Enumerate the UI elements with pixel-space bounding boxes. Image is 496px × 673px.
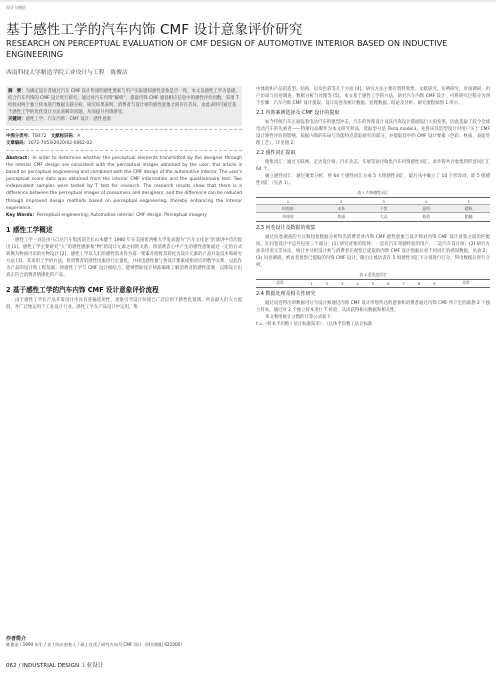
table-cell: 大众 (362, 213, 405, 221)
doc-value: A (77, 134, 81, 139)
table-cell: 9 (427, 279, 442, 288)
table-cell: 精致 (447, 205, 490, 213)
table-cell: 低档 (405, 213, 448, 221)
section-2-2-paragraph-1: 收集词汇：通过互联网、走访设计师、汽车杂志、车展等途径收集汽车内饰感性词汇，求步得共计收集到形容词汇汇 64 个。 (256, 160, 490, 172)
table-cell: 粗糙 (447, 213, 490, 221)
abstract-label: 摘 要： (8, 89, 26, 94)
section-2-3-heading: 2.3 问卷设计及数据的收集 (256, 224, 316, 231)
table-row (256, 213, 490, 221)
table-2-caption: 表 2 意见度回定 (359, 271, 387, 277)
meta-article (6, 140, 242, 147)
section-2-4-paragraph-1: 通过问卷得出的数据可分为设计师通过内饰 CMF 设计所想传达的意象和消费者通过内饰 CMF 所产生的联想 2 个独立样本。通过对 2 个独立样本进行 T 检验，从而获得相关数据和相关性。 (256, 301, 490, 314)
table-1-caption: 表 1 内饰感性词汇 (357, 190, 389, 195)
table-row (256, 198, 490, 205)
table-cell: 1 (304, 279, 319, 288)
abstract-cn (6, 86, 242, 126)
section-1-heading: 1 感性工学概述 (6, 225, 53, 234)
abstract-en (6, 155, 242, 219)
table-cell: 6 (381, 279, 396, 288)
divider (6, 129, 242, 130)
table-2 (256, 279, 490, 289)
section-2-1-paragraph: 如今传统汽车正面临着电动汽车的强烈冲击，汽车的外饰设计及其内饰设计都面临巨大的变革，因此选取了较今全球电动汽车的先驱者——特斯拉品牌作为本文研究样品，选取型号是 Tesla model3。先将该其造型设计对用户关于 CMF 设计感性评价的影响，依据内饰的布局与功能特点选取研究的部分，并提取其中的 CMF 设计要素（色彩、材质、表面处理工艺），详见图 2。 (256, 120, 490, 146)
section-2-4-paragraph-2: 本文利用统计分数的计算公式如下： (265, 315, 336, 321)
section-2-4-formula: t =（样本平均数 / 估计标准误差）：（总体平均数 / 估计标准 (256, 322, 373, 328)
table-cell: 3 (362, 198, 405, 205)
section-2-2-paragraph-2: 确立感性词汇：通过聚类分析，将 64 个感性词汇分成 5 大组感性词汇，最后从中确立了 10 个形容词，即 5 组感性词汇（见表 1）。 (256, 174, 490, 186)
table-cell: 2 (320, 198, 363, 205)
abstract-en-text: In order to determine whether the perceptual elements transmitted by the designer through the interior CMF design are consistent with the perceptual images obtained by the user, this article is based on perceptual engineering and combined with the CMF design of the automotive interior. The user's perceptual score data was obtained from the interior CMF information and the questionnaire test. Two independent samples were tested by T test for research. The research results show that there is a difference between the perceptual images of consumers and designers, and the difference can be reduced through improved design methods based on perceptual engineering, thereby enhancing the interior experience. (6, 156, 242, 211)
table-cell: 3 (335, 279, 350, 288)
table-row (256, 279, 490, 288)
table-cell: 非常 (442, 279, 490, 288)
keywords-en-text: Perceptual engineering; Automotive interior; CMF design; Perceptual imagery (36, 212, 207, 218)
table-cell: 4 (405, 198, 448, 205)
table-1 (256, 197, 490, 222)
right-column (256, 86, 490, 328)
left-column (6, 86, 242, 311)
section-tag: 设计与理论 (6, 5, 26, 10)
table-cell: 普通 (320, 213, 363, 221)
author-line: 西南科技大学制造学院工业设计与工程 陈俊洁 (6, 70, 128, 76)
section-2-4-heading: 2.4 数据处理及相关性研究 (256, 291, 316, 298)
right-intro-paragraph: 中体验和产品的造型、结构、以及色彩等几个方面 [4]。研究方法主要有资料收集、文献研究、实例研究、市场调研、用户访谈与问卷调查、数据分析与处理等 [5]。本文基于感性工学的方法，研究汽车内饰 CMF 设计，可将研究过程分为四个步骤：汽车内饰 CMF 设计提取、设计问卷及统计数据、处理数据、结论及分析。研究流程如图 1 所示。 (256, 87, 490, 106)
author-note (6, 636, 490, 648)
meta-clc (6, 133, 242, 140)
table-row (256, 205, 490, 213)
page-footer (0, 659, 496, 673)
section-2-2-heading: 2.2 感性词汇提取 (256, 150, 296, 156)
clc-value: TB472 (32, 134, 47, 139)
section-1-paragraph: 感性工学一词是由马自达汽车集团前会长山本健于 1986 年在美国密西根大学发表题为“汽车文化论”的演讲中首次提出 [1]。感性工学主要研究“人”的感性感象和“物”的设计元素之间的关系，将消费者心中产生的感性意象通过一定的方式转换为物质可识的实物设计 [2]。感性工学以人们的感性需求作为第一要素开始将其转化为设计元素的产品开发技术和研究方法 [3]。其采用工学的方法，将消费者的感性因素进行定量化，并找出感性量与各设计要素成相对应的数学关系，以此作为产品的设计和工程基础。将感性工学与 CMF 设计相结合，能够帮助设计师准确地了解消费者的感性需要，以期设计出真正符合消费者情感化的产品。 (6, 237, 242, 278)
section-2-paragraph: 由于感性工学在产品开发设计中具有普遍适用性，意象引导设计环境已广泛应用于感性化领域，所以最人们大力提倡，并广泛地运用于工业设计行业。感性工学在产品设计中运用，集 (6, 297, 242, 310)
article-label: 文章编码： (6, 141, 28, 146)
abstract-text: 为确定设计者通过汽车 CMF 设计传递的感性要素与用户实际感知感性意象是否一致，本文以感性工学为基础，结合汽车内饰的 CMF 设计进行研究。通过对汽车内饰“解构”，提取内饰 CMF 感意相应信息中的感性评价因数，采用 T 检验对两个独立样本进行数据关联分析。研究结果表明，消费者与设计师的感性意象之间存在差异。由此表明可通过基于感性工学的优化设计方法来解决问题，从而提升内饰感受。 (8, 89, 240, 115)
doc-label: 文献标识码： (50, 134, 78, 139)
table-cell: 2 (319, 279, 334, 288)
footer-text: 062 / INDUSTRIAL DESIGN 工业设计 (6, 663, 104, 669)
abstract-en-label: Abstract： (6, 156, 33, 161)
top-rule (0, 0, 496, 2)
table-cell: 未来 (320, 205, 363, 213)
table-cell: 传统的 (256, 213, 320, 221)
keywords-label: 关键词： (8, 117, 26, 122)
table-cell: 4 (350, 279, 365, 288)
section-2-1-heading: 2.1 内饰案例选择及 CMF 设计的提取 (256, 110, 340, 116)
table-cell: 个性 (362, 205, 405, 213)
table-cell: 非常 (256, 279, 304, 288)
table-cell: 1 (256, 198, 320, 205)
table-cell: 5 (365, 279, 380, 288)
keywords-text: 感性工学；汽车内饰；CMF 设计；感性意象 (25, 117, 111, 122)
table-cell: 高档 (405, 205, 448, 213)
article-value: 1672-7053(2020)02-0062-02 (27, 141, 93, 146)
author-note-text: 陈俊洁 / 1994 年生 / 女 / 四川南充人 / 硕士在读 / 研究方向为 CMF 设计（四川绵阳 621000） (6, 642, 185, 648)
table-cell: 7 (396, 279, 411, 288)
table-cell: 5 (447, 198, 490, 205)
divider (6, 150, 242, 151)
table-cell: 8 (411, 279, 426, 288)
section-2-3-paragraph: 通过问卷调查的方式和问卷数据分析得出消费者对内饰 CMF 感性意象与设计师对内饰 CMF 设计意象之间的匹配度，在问卷设计中总共包括三个部分：(1) 研究对象的选择：一是有汽车驾驶经验的用户，二是汽车设计师；(2) 研究方法采用语义差异法，统计并分析设计师与消费者在观察已提取的内饰 CMF 设计图素后对不同词汇的感知数据，见表 2；(3) 问卷调研，被访者观察已提取的内饰 CMF 设计，随后让被访者在 5 组感性词汇下分别进行打分，得出数据后进行分析。 (256, 234, 490, 268)
keywords-en-label: Key Words： (6, 212, 37, 218)
table-cell: 时尚的 (256, 205, 320, 213)
section-2-heading: 2 基于感性工学的汽车内饰 CMF 设计意象评价流程 (6, 285, 159, 294)
clc-label: 中图分类号： (6, 134, 33, 139)
author-note-label: 作者简介 (6, 636, 27, 642)
paper-title-en: RESEARCH ON PERCEPTUAL EVALUATION OF CMF DESIGN OF AUTOMOTIVE INTERIOR BASED ON INDUCTIVE ENGINEERING (6, 38, 448, 59)
paper-title-cn: 基于感性工学的汽车内饰 CMF 设计意象评价研究 (6, 22, 303, 38)
